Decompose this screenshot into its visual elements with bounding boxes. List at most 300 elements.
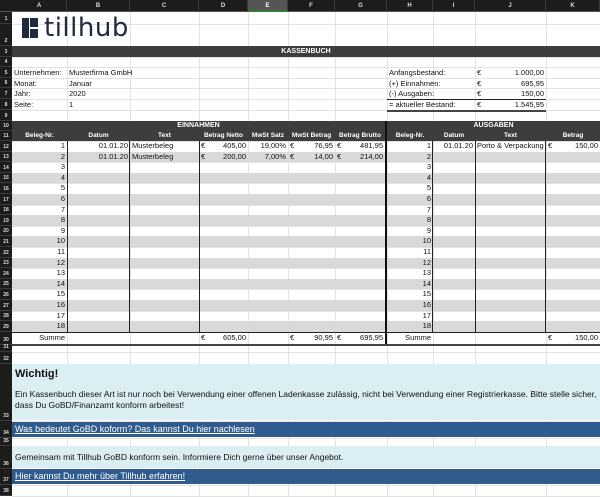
beleg-nr[interactable]: 16 [56, 300, 65, 309]
currency-symbol [199, 205, 211, 216]
notice-box [12, 364, 600, 420]
betrag-brutto-cell[interactable]: 481,95 [360, 141, 383, 150]
datum-cell[interactable] [433, 152, 475, 163]
einnahmen-header-5: MwSt Betrag [288, 131, 335, 141]
currency-symbol [335, 321, 347, 332]
datum-cell[interactable] [433, 183, 475, 194]
beleg-nr[interactable]: 14 [422, 278, 431, 288]
betrag-brutto-cell[interactable] [347, 268, 385, 279]
mwst-satz-cell[interactable] [248, 215, 288, 226]
beleg-nr[interactable]: 13 [422, 268, 431, 278]
row-header-4[interactable]: 4 [0, 57, 12, 67]
betrag-cell[interactable] [558, 162, 600, 173]
currency-symbol [288, 215, 300, 226]
ausgaben-row [387, 247, 600, 258]
beleg-nr[interactable]: 5 [426, 183, 431, 193]
text-cell[interactable] [475, 173, 546, 184]
row-header-9[interactable]: 9 [0, 110, 12, 121]
betrag-brutto-cell[interactable] [347, 215, 385, 226]
betrag-cell[interactable] [558, 183, 600, 194]
currency-symbol [546, 258, 558, 269]
text-cell[interactable] [475, 279, 546, 290]
text-cell[interactable] [475, 321, 546, 332]
betrag-netto-cell[interactable] [211, 226, 248, 237]
datum-cell[interactable]: 01.01.20 [98, 141, 128, 150]
row-header-22[interactable]: 22 [0, 247, 12, 258]
mwst-satz-cell[interactable]: 7,00% [264, 151, 286, 161]
mwst-betrag-cell[interactable] [300, 183, 335, 194]
text-cell[interactable] [130, 247, 199, 258]
column-header-f[interactable]: F [288, 0, 335, 12]
betrag-brutto-cell[interactable] [347, 226, 385, 237]
text-cell[interactable] [130, 173, 199, 184]
beleg-nr[interactable]: 12 [56, 257, 65, 267]
betrag-cell[interactable] [558, 226, 600, 237]
datum-cell[interactable] [433, 236, 475, 247]
datum-cell[interactable] [433, 311, 475, 322]
datum-cell[interactable] [433, 247, 475, 258]
text-cell[interactable] [475, 226, 546, 237]
betrag-netto-cell[interactable] [211, 162, 248, 173]
beleg-nr[interactable]: 9 [60, 225, 65, 235]
mwst-satz-cell[interactable] [248, 173, 288, 184]
mwst-betrag-cell[interactable] [300, 236, 335, 247]
text-cell[interactable] [475, 194, 546, 205]
betrag-brutto-cell[interactable] [347, 173, 385, 184]
betrag-cell[interactable]: 150,00 [575, 141, 598, 150]
ausgaben-row [387, 226, 600, 237]
beleg-nr[interactable]: 12 [422, 257, 431, 267]
row-header-5[interactable]: 5 [0, 67, 12, 78]
betrag-cell[interactable] [558, 258, 600, 269]
beleg-nr[interactable]: 18 [56, 321, 65, 331]
betrag-netto-cell[interactable] [211, 258, 248, 269]
betrag-netto-cell[interactable] [211, 279, 248, 290]
currency-symbol [546, 173, 558, 184]
currency-symbol: € [477, 68, 482, 77]
column-header-i[interactable]: I [433, 0, 475, 12]
mwst-satz-cell[interactable] [248, 194, 288, 205]
datum-cell[interactable] [67, 279, 130, 290]
beleg-nr[interactable]: 10 [422, 236, 431, 246]
sum-label: Summe [405, 333, 431, 342]
row-header-34[interactable]: 34 [0, 421, 12, 438]
betrag-netto-cell[interactable] [211, 289, 248, 300]
beleg-nr[interactable]: 1 [426, 141, 431, 150]
text-cell[interactable] [475, 152, 546, 163]
beleg-nr[interactable]: 3 [60, 162, 65, 172]
row-header-15[interactable]: 15 [0, 173, 12, 184]
betrag-brutto-cell[interactable] [347, 311, 385, 322]
mwst-satz-cell[interactable] [248, 279, 288, 290]
betrag-cell[interactable] [558, 279, 600, 290]
beleg-nr[interactable]: 8 [60, 215, 65, 225]
betrag-netto-cell[interactable] [211, 247, 248, 258]
column-header-d[interactable]: D [199, 0, 248, 12]
betrag-netto-cell[interactable] [211, 173, 248, 184]
text-cell[interactable] [130, 215, 199, 226]
value-unternehmen[interactable]: Musterfirma GmbH [69, 68, 133, 77]
betrag-netto-cell[interactable] [211, 268, 248, 279]
betrag-netto-cell[interactable] [211, 183, 248, 194]
row-header-2[interactable]: 2 [0, 24, 12, 46]
row-header-18[interactable]: 18 [0, 205, 12, 216]
column-header-b[interactable]: B [67, 0, 130, 12]
row-header-27[interactable]: 27 [0, 300, 12, 311]
text-cell[interactable] [130, 183, 199, 194]
mwst-betrag-cell[interactable]: 14,00 [314, 151, 333, 161]
ausgaben-row [387, 173, 600, 184]
datum-cell[interactable] [433, 215, 475, 226]
ausgaben-row [387, 258, 600, 269]
text-cell[interactable]: Musterbeleg [132, 151, 174, 161]
gobd-info-link[interactable]: Was bedeutet GoBD koform? Das kannst Du hier nachlesen [12, 422, 600, 437]
mwst-satz-cell[interactable] [248, 226, 288, 237]
mwst-betrag-cell[interactable] [300, 289, 335, 300]
mwst-betrag-cell[interactable]: 76,95 [314, 141, 333, 150]
mwst-betrag-cell[interactable] [300, 300, 335, 311]
text-cell[interactable] [475, 258, 546, 269]
row-header-1[interactable]: 1 [0, 12, 12, 24]
row-header-20[interactable]: 20 [0, 226, 12, 237]
text-cell[interactable] [130, 258, 199, 269]
divider [545, 141, 546, 332]
text-cell[interactable] [130, 226, 199, 237]
mwst-satz-cell[interactable] [248, 311, 288, 322]
row-header-30[interactable]: 30 [0, 332, 12, 345]
currency-symbol [335, 236, 347, 247]
row-header-24[interactable]: 24 [0, 268, 12, 279]
datum-cell[interactable] [433, 289, 475, 300]
beleg-nr[interactable]: 7 [60, 204, 65, 214]
datum-cell[interactable] [433, 226, 475, 237]
row-header-14[interactable]: 14 [0, 162, 12, 173]
betrag-netto-cell[interactable] [211, 194, 248, 205]
value-monat[interactable]: Januar [69, 78, 92, 88]
betrag-cell[interactable] [558, 247, 600, 258]
value-jahr[interactable]: 2020 [69, 89, 86, 98]
betrag-brutto-cell[interactable]: 214,00 [360, 151, 383, 161]
row-header-29[interactable]: 29 [0, 321, 12, 332]
row-header-8[interactable]: 8 [0, 99, 12, 110]
mwst-betrag-cell[interactable] [300, 215, 335, 226]
datum-cell[interactable] [67, 226, 130, 237]
value-seite[interactable]: 1 [69, 99, 74, 109]
mwst-betrag-cell[interactable] [300, 268, 335, 279]
ausgaben-row [387, 194, 600, 205]
notice-body: Ein Kassenbuch dieser Art ist nur noch bei Verwendung einer offenen Ladenkasse zulässig, nicht bei Verwendung einer Registrierkasse. Bitte stelle sicher, dass Du GoBD/Finanzamt konform arbeitest! [15, 389, 597, 410]
beleg-nr[interactable]: 7 [426, 204, 431, 214]
datum-cell[interactable] [67, 205, 130, 216]
text-cell[interactable] [130, 236, 199, 247]
summary-row [387, 68, 546, 79]
column-header-a[interactable]: A [12, 0, 67, 12]
beleg-nr[interactable]: 4 [60, 172, 65, 182]
beleg-nr[interactable]: 8 [426, 215, 431, 225]
beleg-nr[interactable]: 17 [56, 310, 65, 320]
betrag-brutto-cell[interactable] [347, 300, 385, 311]
beleg-nr[interactable]: 16 [422, 300, 431, 309]
row-header-7[interactable]: 7 [0, 88, 12, 99]
mwst-satz-cell[interactable] [248, 300, 288, 311]
betrag-brutto-cell[interactable] [347, 258, 385, 269]
beleg-nr[interactable]: 11 [57, 247, 65, 256]
row-header-31[interactable]: 31 [0, 345, 12, 352]
betrag-brutto-cell[interactable] [347, 236, 385, 247]
text-cell[interactable] [475, 300, 546, 311]
column-header-c[interactable]: C [130, 0, 199, 12]
mwst-betrag-cell[interactable] [300, 247, 335, 258]
datum-cell[interactable] [67, 173, 130, 184]
betrag-cell[interactable] [558, 311, 600, 322]
datum-cell[interactable] [67, 215, 130, 226]
tillhub-info-link[interactable]: Hier kannst Du mehr über Tillhub erfahren! [12, 469, 600, 484]
row-header-19[interactable]: 19 [0, 215, 12, 226]
column-header-j[interactable]: J [475, 0, 546, 12]
text-cell[interactable] [130, 205, 199, 216]
datum-cell[interactable] [67, 268, 130, 279]
betrag-cell[interactable] [558, 289, 600, 300]
text-cell[interactable]: Porto & Verpackung [477, 141, 544, 150]
datum-cell[interactable] [67, 183, 130, 194]
currency-symbol: € [337, 333, 342, 342]
datum-cell[interactable] [433, 173, 475, 184]
text-cell[interactable]: Musterbeleg [132, 141, 174, 150]
text-cell[interactable] [475, 289, 546, 300]
betrag-netto-cell[interactable]: 405,00 [223, 141, 246, 150]
sum-netto: 605,00 [223, 333, 246, 342]
betrag-brutto-cell[interactable] [347, 205, 385, 216]
row-header-17[interactable]: 17 [0, 194, 12, 205]
text-cell[interactable] [475, 183, 546, 194]
datum-cell[interactable] [433, 268, 475, 279]
betrag-brutto-cell[interactable] [347, 321, 385, 332]
sum-top-line [12, 332, 600, 333]
einnahmen-header-1: Datum [67, 131, 130, 141]
mwst-satz-cell[interactable] [248, 321, 288, 332]
betrag-brutto-cell[interactable] [347, 194, 385, 205]
beleg-nr[interactable]: 15 [422, 289, 431, 299]
datum-cell[interactable] [67, 300, 130, 311]
betrag-netto-cell[interactable] [211, 311, 248, 322]
beleg-nr[interactable]: 6 [426, 194, 431, 203]
datum-cell[interactable]: 01.01.20 [443, 141, 473, 150]
beleg-nr[interactable]: 14 [56, 278, 65, 288]
betrag-cell[interactable] [558, 194, 600, 205]
mwst-betrag-cell[interactable] [300, 311, 335, 322]
betrag-cell[interactable] [558, 300, 600, 311]
betrag-netto-cell[interactable] [211, 205, 248, 216]
currency-symbol [199, 162, 211, 173]
betrag-cell[interactable] [558, 215, 600, 226]
row-header-13[interactable]: 13 [0, 152, 12, 163]
ausgaben-row [387, 289, 600, 300]
datum-cell[interactable] [67, 321, 130, 332]
row-header-36[interactable]: 36 [0, 446, 12, 469]
label-seite: Seite: [14, 99, 34, 109]
row-header-26[interactable]: 26 [0, 289, 12, 300]
mwst-satz-cell[interactable] [248, 162, 288, 173]
row-header-35[interactable]: 35 [0, 438, 12, 446]
text-cell[interactable] [130, 300, 199, 311]
mwst-satz-cell[interactable]: 19,00% [260, 141, 286, 150]
currency-symbol [288, 162, 300, 173]
promo-box [12, 446, 600, 468]
currency-symbol [199, 300, 211, 311]
betrag-cell[interactable] [558, 152, 600, 163]
row-header-11[interactable]: 11 [0, 131, 12, 141]
row-header-12[interactable]: 12 [0, 141, 12, 152]
datum-cell[interactable] [433, 258, 475, 269]
betrag-netto-cell[interactable] [211, 300, 248, 311]
mwst-satz-cell[interactable] [248, 236, 288, 247]
row-header-32[interactable]: 32 [0, 352, 12, 364]
datum-cell[interactable] [67, 311, 130, 322]
column-header-k[interactable]: K [546, 0, 600, 12]
summary-value: 150,00 [521, 89, 544, 98]
datum-cell[interactable] [67, 258, 130, 269]
einnahmen-header-3: Betrag Netto [199, 131, 248, 141]
betrag-brutto-cell[interactable] [347, 279, 385, 290]
beleg-nr[interactable]: 10 [56, 236, 65, 246]
betrag-netto-cell[interactable] [211, 215, 248, 226]
beleg-nr[interactable]: 13 [56, 268, 65, 278]
row-header-16[interactable]: 16 [0, 183, 12, 194]
mwst-betrag-cell[interactable] [300, 258, 335, 269]
mwst-satz-cell[interactable] [248, 268, 288, 279]
mwst-satz-cell[interactable] [248, 247, 288, 258]
betrag-brutto-cell[interactable] [347, 247, 385, 258]
text-cell[interactable] [475, 247, 546, 258]
datum-cell[interactable] [433, 205, 475, 216]
column-header-bar [0, 0, 600, 12]
datum-cell[interactable] [67, 162, 130, 173]
row-header-10[interactable]: 10 [0, 121, 12, 131]
column-header-h[interactable]: H [387, 0, 433, 12]
betrag-brutto-cell[interactable] [347, 162, 385, 173]
text-cell[interactable] [130, 268, 199, 279]
datum-cell[interactable] [67, 247, 130, 258]
ausgaben-row [387, 205, 600, 216]
mwst-betrag-cell[interactable] [300, 279, 335, 290]
row-header-33[interactable]: 33 [0, 364, 12, 421]
text-cell[interactable] [475, 268, 546, 279]
mwst-satz-cell[interactable] [248, 289, 288, 300]
beleg-nr[interactable]: 3 [426, 162, 431, 172]
betrag-brutto-cell[interactable] [347, 183, 385, 194]
betrag-netto-cell[interactable]: 200,00 [223, 151, 246, 161]
betrag-brutto-cell[interactable] [347, 289, 385, 300]
gridline [12, 352, 600, 353]
currency-symbol [335, 183, 347, 194]
einnahmen-header-4: MwSt Satz [248, 131, 288, 141]
text-cell[interactable] [475, 311, 546, 322]
betrag-cell[interactable] [558, 236, 600, 247]
row-header-6[interactable]: 6 [0, 78, 12, 88]
mwst-betrag-cell[interactable] [300, 173, 335, 184]
row-header-23[interactable]: 23 [0, 258, 12, 269]
row-header-38[interactable]: 38 [0, 485, 12, 496]
mwst-betrag-cell[interactable] [300, 162, 335, 173]
datum-cell[interactable] [433, 279, 475, 290]
betrag-cell[interactable] [558, 268, 600, 279]
beleg-nr[interactable]: 11 [423, 247, 431, 256]
beleg-nr[interactable]: 2 [426, 151, 431, 161]
beleg-nr[interactable]: 15 [56, 289, 65, 299]
column-header-g[interactable]: G [335, 0, 387, 12]
datum-cell[interactable]: 01.01.20 [98, 151, 128, 161]
column-header-e[interactable]: E [248, 0, 288, 12]
betrag-netto-cell[interactable] [211, 321, 248, 332]
betrag-cell[interactable] [558, 321, 600, 332]
text-cell[interactable] [130, 194, 199, 205]
currency-symbol [288, 247, 300, 258]
betrag-cell[interactable] [558, 173, 600, 184]
betrag-netto-cell[interactable] [211, 236, 248, 247]
datum-cell[interactable] [67, 194, 130, 205]
text-cell[interactable] [130, 279, 199, 290]
mwst-satz-cell[interactable] [248, 183, 288, 194]
betrag-cell[interactable] [558, 205, 600, 216]
text-cell[interactable] [475, 236, 546, 247]
text-cell[interactable] [130, 311, 199, 322]
beleg-nr[interactable]: 2 [60, 151, 65, 161]
datum-cell[interactable] [433, 300, 475, 311]
text-cell[interactable] [475, 205, 546, 216]
datum-cell[interactable] [433, 321, 475, 332]
row-header-21[interactable]: 21 [0, 236, 12, 247]
divider [67, 141, 68, 332]
logo-text: tillhub [44, 13, 129, 43]
text-cell[interactable] [130, 321, 199, 332]
currency-symbol [199, 321, 211, 332]
mwst-satz-cell[interactable] [248, 258, 288, 269]
text-cell[interactable] [475, 162, 546, 173]
mwst-betrag-cell[interactable] [300, 321, 335, 332]
datum-cell[interactable] [67, 289, 130, 300]
beleg-nr[interactable]: 1 [60, 141, 65, 150]
mwst-betrag-cell[interactable] [300, 226, 335, 237]
beleg-nr[interactable]: 9 [426, 225, 431, 235]
beleg-nr[interactable]: 6 [60, 194, 65, 203]
text-cell[interactable] [130, 162, 199, 173]
datum-cell[interactable] [433, 194, 475, 205]
row-header-3[interactable]: 3 [0, 46, 12, 57]
row-header-37[interactable]: 37 [0, 469, 12, 485]
ausgaben-section-title: AUSGABEN [387, 121, 600, 131]
mwst-betrag-cell[interactable] [300, 194, 335, 205]
mwst-satz-cell[interactable] [248, 205, 288, 216]
currency-symbol [288, 321, 300, 332]
currency-symbol: € [477, 99, 482, 109]
currency-symbol [288, 300, 300, 311]
datum-cell[interactable] [433, 162, 475, 173]
currency-symbol [335, 205, 347, 216]
row-header-25[interactable]: 25 [0, 279, 12, 290]
beleg-nr[interactable]: 17 [422, 310, 431, 320]
currency-symbol [288, 226, 300, 237]
sum-mwst: 90,95 [314, 333, 333, 342]
beleg-nr[interactable]: 18 [422, 321, 431, 331]
currency-symbol: € [337, 151, 342, 161]
mwst-betrag-cell[interactable] [300, 205, 335, 216]
beleg-nr[interactable]: 5 [60, 183, 65, 193]
text-cell[interactable] [475, 215, 546, 226]
datum-cell[interactable] [67, 236, 130, 247]
beleg-nr[interactable]: 4 [426, 172, 431, 182]
text-cell[interactable] [130, 289, 199, 300]
row-header-28[interactable]: 28 [0, 311, 12, 322]
